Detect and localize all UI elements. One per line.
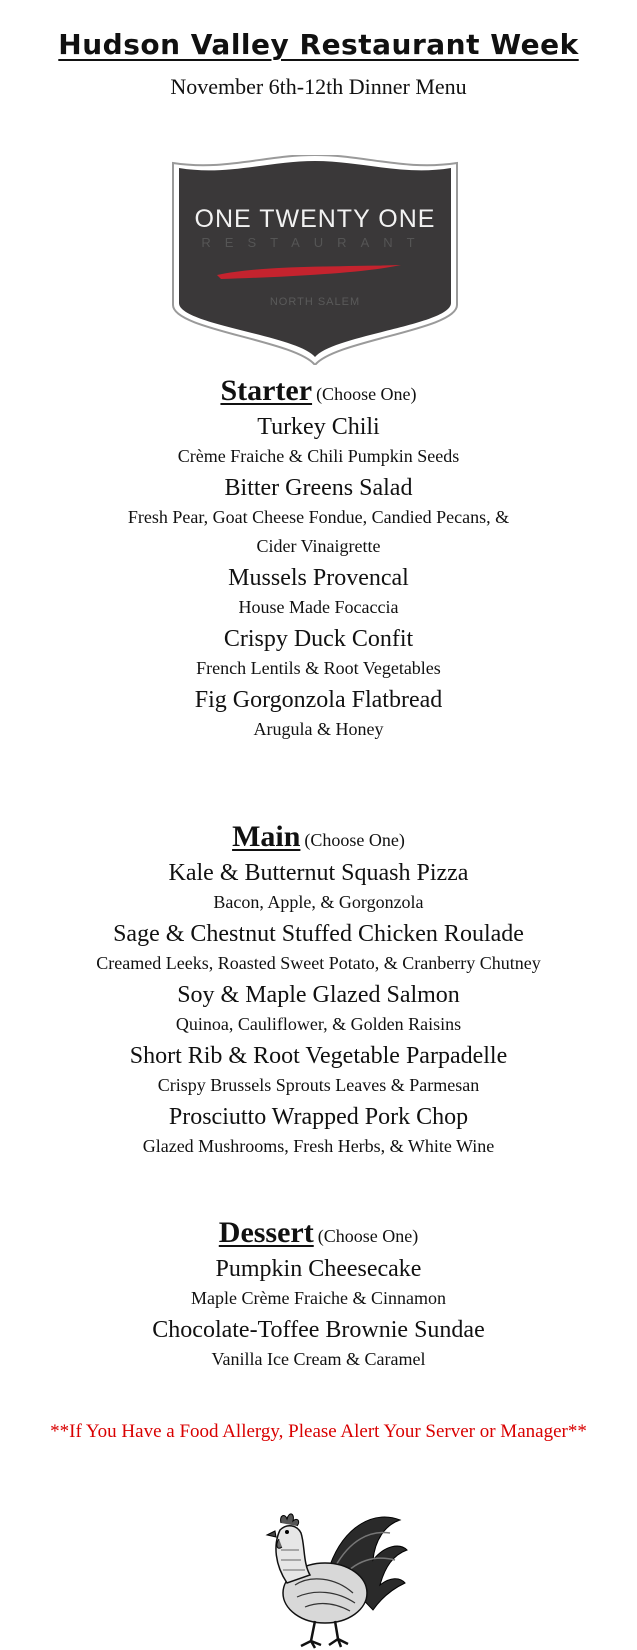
section-title: Starter — [220, 374, 313, 407]
menu-item — [0, 1316, 637, 1374]
dish-name: Soy & Maple Glazed Salmon — [177, 982, 460, 1008]
dish-desc: Glazed Mushrooms, Fresh Herbs, & White Wine — [142, 1136, 495, 1156]
dish-name: Short Rib & Root Vegetable Parpadelle — [129, 1043, 508, 1069]
menu-item — [0, 920, 637, 978]
dish-desc: Creamed Leeks, Roasted Sweet Potato, & Cranberry Chutney — [96, 953, 541, 973]
section-note: (Choose One) — [317, 1226, 419, 1246]
dish-desc: French Lentils & Root Vegetables — [196, 658, 441, 678]
menu-item — [0, 625, 637, 683]
dish-desc: Vanilla Ice Cream & Caramel — [211, 1349, 426, 1369]
dish-desc: Quinoa, Cauliflower, & Golden Raisins — [175, 1014, 462, 1034]
dish-name: Crispy Duck Confit — [223, 626, 414, 652]
dish-name: Turkey Chili — [257, 414, 380, 440]
dish-name: Kale & Butternut Squash Pizza — [168, 860, 469, 886]
dish-desc: Cider Vinaigrette — [256, 536, 381, 556]
restaurant-logo — [165, 155, 465, 365]
dish-name: Bitter Greens Salad — [224, 475, 413, 501]
rooster-illustration — [235, 1505, 410, 1650]
page-title: Hudson Valley Restaurant Week — [58, 28, 579, 61]
section-title: Dessert — [218, 1216, 314, 1249]
dish-name: Chocolate-Toffee Brownie Sundae — [152, 1317, 485, 1343]
dish-desc: Bacon, Apple, & Gorgonzola — [213, 892, 424, 912]
menu-item — [0, 1103, 637, 1161]
dish-desc: Crème Fraiche & Chili Pumpkin Seeds — [177, 446, 460, 466]
logo-name: ONE TWENTY ONE — [194, 205, 436, 233]
dish-name: Sage & Chestnut Stuffed Chicken Roulade — [113, 921, 524, 947]
logo-sub: RESTAURANT — [201, 235, 429, 250]
logo-location: NORTH SALEM — [269, 296, 361, 308]
menu-item — [0, 981, 637, 1039]
menu-item — [0, 564, 637, 622]
dish-desc: Crispy Brussels Sprouts Leaves & Parmesan — [157, 1075, 480, 1095]
menu-item — [0, 1255, 637, 1313]
dish-desc: Fresh Pear, Goat Cheese Fondue, Candied Pecans, & — [127, 507, 510, 527]
dish-desc: House Made Focaccia — [238, 597, 399, 617]
menu-item — [0, 474, 637, 561]
dish-name: Prosciutto Wrapped Pork Chop — [168, 1104, 469, 1130]
dish-name: Fig Gorgonzola Flatbread — [194, 687, 443, 713]
section-note: (Choose One) — [304, 830, 405, 850]
allergy-notice: **If You Have a Food Allergy, Please Alert Your Server or Manager** — [50, 1421, 587, 1442]
menu-item — [0, 1042, 637, 1100]
section-dessert — [0, 1216, 637, 1377]
page-subtitle: November 6th-12th Dinner Menu — [170, 74, 467, 99]
section-note: (Choose One) — [316, 384, 417, 404]
section-starter — [0, 374, 637, 747]
dish-name: Mussels Provencal — [228, 565, 409, 591]
menu-item — [0, 413, 637, 471]
section-title: Main — [232, 820, 301, 853]
dish-name: Pumpkin Cheesecake — [215, 1256, 422, 1282]
menu-item — [0, 686, 637, 744]
dish-desc: Maple Crème Fraiche & Cinnamon — [191, 1288, 446, 1308]
menu-item — [0, 859, 637, 917]
section-main — [0, 820, 637, 1164]
dish-desc: Arugula & Honey — [253, 719, 384, 739]
